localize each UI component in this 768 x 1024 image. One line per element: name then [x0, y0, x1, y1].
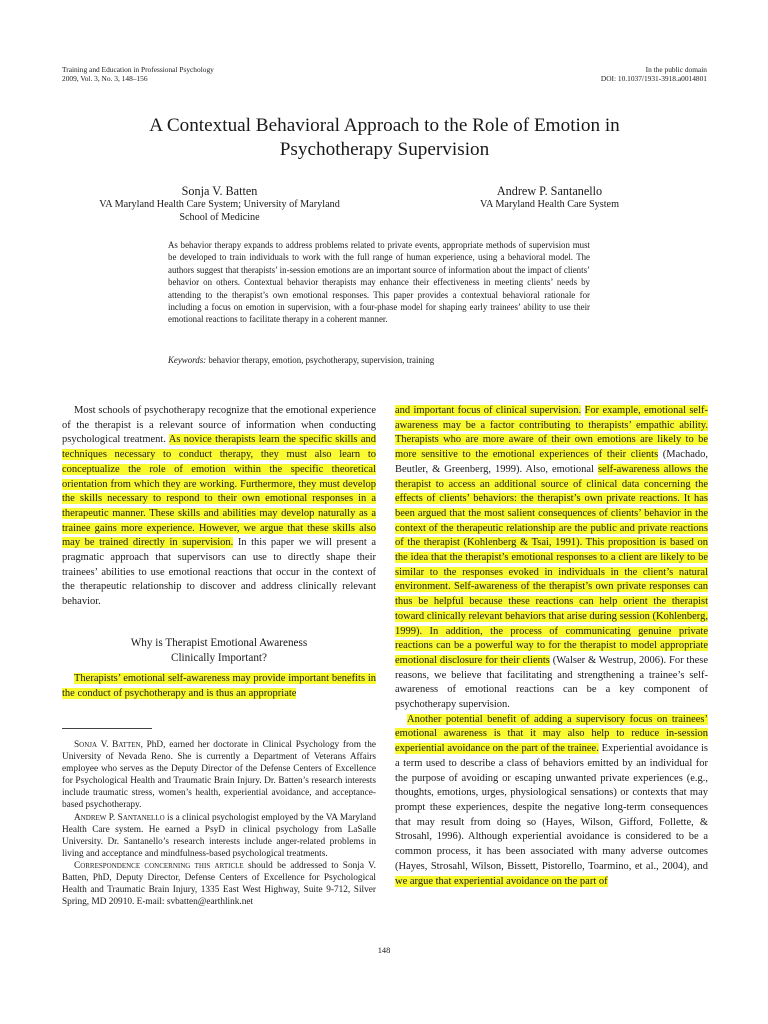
- footnote-correspondence: [62, 860, 376, 908]
- author-affiliation-1: [62, 199, 377, 224]
- footnote-label: Correspondence concerning this article: [74, 860, 244, 871]
- footnote-text: should be addressed to Sonja V. Batten, PhD, Deputy Director, Defense Centers of Excellence for Psychological Health and Traumatic Brain Injury, 1335 East West Highway, Suite 9-712, Silver Spring, MD 20910. E-mail: svbatten@earthlink.net: [62, 860, 376, 908]
- footnote-batten: [62, 739, 376, 812]
- footnote-santanello: [62, 812, 376, 860]
- affiliation-line: VA Maryland Health Care System: [479, 199, 620, 210]
- affiliation-line: VA Maryland Health Care System; University of Maryland: [99, 199, 340, 210]
- highlighted-text: Therapists’ emotional self-awareness may provide important benefits in the conduct of psychotherapy and is thus an appropriate: [62, 673, 376, 699]
- running-header-left: [62, 65, 214, 84]
- author-name-2: Andrew P. Santanello: [496, 184, 603, 198]
- left-column-continued: [62, 672, 376, 701]
- section-paragraph: [62, 672, 376, 701]
- highlighted-text: As novice therapists learn the specific skills and techniques necessary to conduct therapy, they must also learn to conceptualize the role of emotion within the specific theoretical orientation from which they are working. Furthermore, they must develop the skills necessary to respond to their own emotional responses in a therapeutic manner. These skills and abilities may develop naturally as a trainee gains more experience. However, we argue that these skills also may be trained directly in supervision.: [62, 434, 376, 549]
- keywords-label: Keywords:: [168, 355, 207, 365]
- journal-volume: 2009, Vol. 3, No. 3, 148–156: [62, 74, 148, 84]
- keywords: [168, 354, 628, 366]
- highlighted-text: For example, emotional self-awareness may be a factor contributing to therapists’ empathic ability.: [395, 405, 709, 431]
- title-line-1: A Contextual Behavioral Approach to the Role of Emotion in: [149, 115, 620, 136]
- highlighted-text: self-awareness allows the therapist to access an additional source of clinical data concerning the effects of clients’ behaviors: the therapist’s own private reactions. It has been argued that the most salient consequences of clients’ behavior in the context of the therapeutic relationship are the public and private reactions of the therapist (Kohlenberg & Tsai, 1991). This proposition is based on the idea that the therapist’s emotional responses to a client are likely to be similar to the responses evoked in individuals in the client’s natural environment. Self-awareness of the therapist’s own private responses can thus be helpful because these reactions can help orient the therapist toward clinically relevant behaviors that arise during session (Kohlenberg, 1999). In addition, the process of communicating genuine private reactions can be a powerful way to for the therapist to model appropriate emotional disclosure for their clients: [395, 463, 708, 666]
- section-heading: [62, 636, 376, 665]
- footnote-text: is a clinical psychologist employed by the VA Maryland Health Care system. He earned a PsyD in clinical psychology from LaSalle University. Dr. Santanello’s research interests include anger-related problems in living and acceptance and mindfulness-based psychological treatments.: [62, 812, 376, 859]
- highlighted-text: Another potential benefit of adding a supervisory focus on trainees’ emotional awareness is that it may also help to reduce in-session experiential avoidance on the part of the trainee.: [395, 713, 708, 755]
- affiliation-line: School of Medicine: [179, 211, 260, 223]
- heading-line-2: Clinically Important?: [170, 651, 267, 664]
- paper-title: [62, 114, 707, 161]
- paragraph-continued: [395, 404, 708, 713]
- text-run: (Machado, Beutler, & Greenberg, 1999). Also, emotional: [395, 449, 708, 475]
- highlighted-text: Therapists who are more aware of their own emotions are likely to be more sensitive to the emotional experiences of their clients: [395, 434, 708, 461]
- text-run: (Walser & Westrup, 2006). For these reasons, we believe that facilitating and strengthening a trainee’s self-awareness of emotional reactions can be a key component of psychotherapy supervision.: [395, 654, 708, 711]
- footnote-author-name: Sonja V. Batten: [74, 740, 141, 750]
- intro-paragraph: [62, 404, 376, 610]
- highlighted-text: and important focus of clinical supervision.: [395, 405, 582, 416]
- author-name-1: Sonja V. Batten: [181, 184, 258, 198]
- doi: DOI: 10.1037/1931-3918.a0014801: [600, 74, 707, 84]
- journal-name: Training and Education in Professional Psychology: [62, 65, 214, 74]
- heading-line-1: Why is Therapist Emotional Awareness: [130, 637, 308, 649]
- running-header-right: [601, 65, 707, 84]
- title-line-2: Psychotherapy Supervision: [279, 138, 490, 160]
- keywords-list: behavior therapy, emotion, psychotherapy, supervision, training: [208, 355, 435, 365]
- left-column: [62, 404, 376, 610]
- author-footnotes: [62, 739, 376, 908]
- text-run: Most schools of psychotherapy recognize that the emotional experience of the therapist is a relevant source of information when conducting psychological treatment.: [62, 405, 376, 446]
- footnote-author-name: Andrew P. Santanello: [74, 812, 165, 823]
- right-column: [395, 404, 708, 889]
- abstract: As behavior therapy expands to address problems related to private events, appropriate methods of supervision must be developed to train individuals to work with the full range of human experience, using a behavioral model. The authors suggest that therapists’ in-session emotions are an important source of information about the impact of clients’ behavior on others. Contextual behavior therapists may enhance their effectiveness in meeting clients’ needs by attending to the therapist’s own emotional responses. This paper provides a contextual behavioral rationale for including a focus on emotion in supervision, with a four-phase model for shaping early trainees’ ability to use their emotional reactions to facilitate therapy in a coherent manner.: [168, 240, 590, 325]
- highlighted-text: we argue that experiential avoidance on the part of: [395, 875, 608, 887]
- page-number: 148: [377, 946, 391, 955]
- footnote-rule: [62, 728, 152, 729]
- author-affiliation-2: [392, 199, 707, 212]
- copyright-note: In the public domain: [645, 65, 707, 74]
- text-run: Experiential avoidance is a term used to describe a class of behaviors emitted by an individual for the purpose of avoiding or escaping unwanted private experiences (e.g., thoughts, emotions, urges, physiological sensations) or contexts that may prompt these experiences, despite the negative long-term consequences that may result from doing so (Hayes, Wilson, Gifford, Follette, & Strosahl, 1996). Although experiential avoidance is considered to be a common process, it has been associated with many adverse outcomes (Hayes, Strosahl, Wilson, Bissett, Pistorello, Toarmino, et al., 2004), and: [395, 743, 709, 872]
- text-run: In this paper we will present a pragmatic approach that supervisors can use to directly shape their trainees’ abilities to use emotional reactions that occur in the context of the therapeutic relationship to discover and address clinically relevant behavior.: [62, 537, 376, 608]
- footnote-text: , PhD, earned her doctorate in Clinical Psychology from the University of Nevada Reno. She is currently a Department of Veterans Affairs employee who serves as the Deputy Director of the Defense Centers of Excellence for Psychological Health and Traumatic Brain Injury. Dr. Batten’s research interests include traumatic stress, women’s health, experiential avoidance, and acceptance-based psychotherapy.: [62, 740, 377, 811]
- paragraph-experiential-avoidance: [395, 713, 708, 889]
